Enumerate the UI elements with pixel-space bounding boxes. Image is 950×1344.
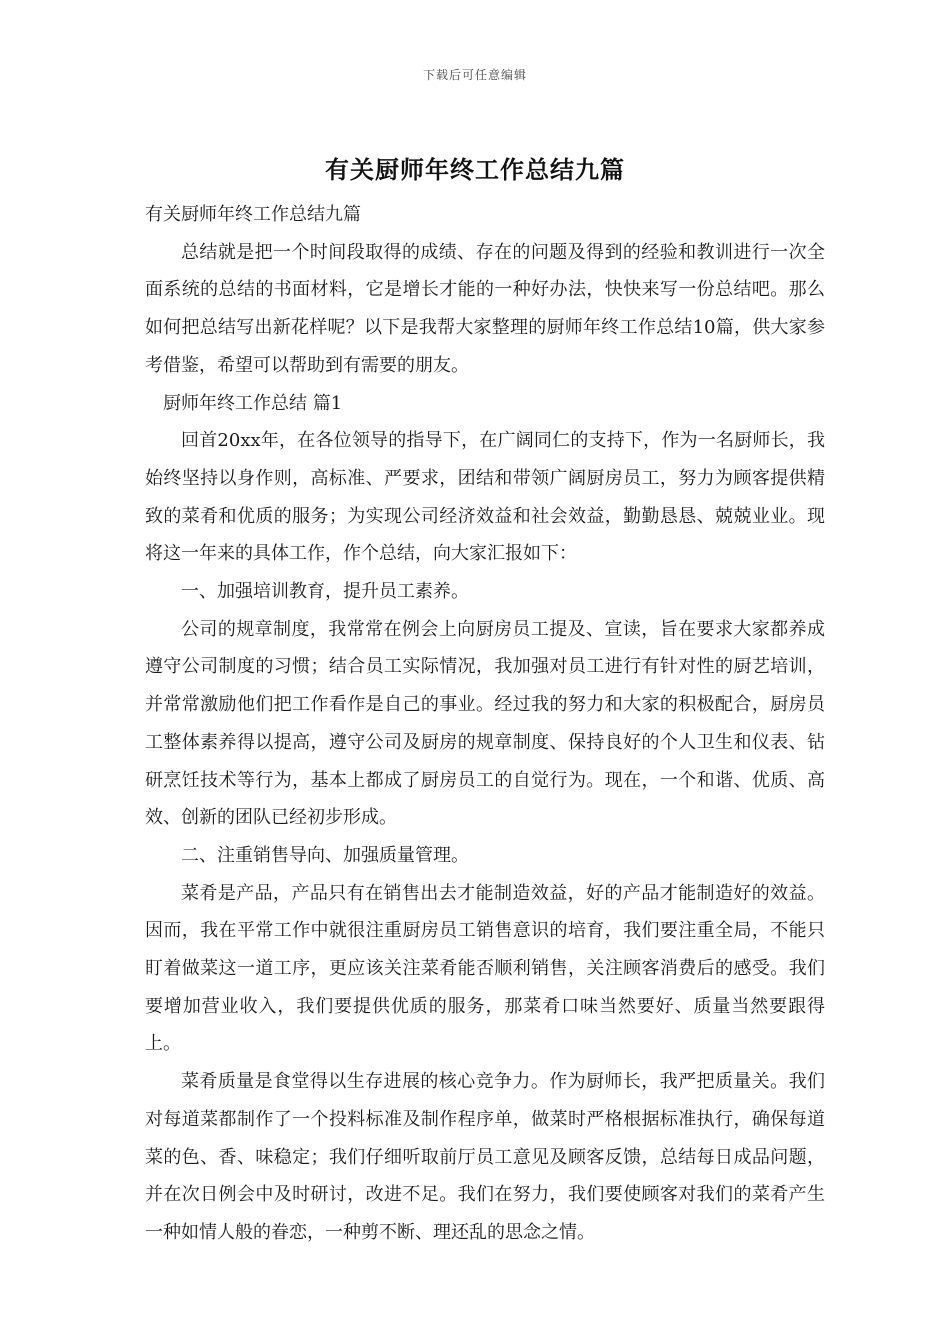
section-heading: 一、加强培训教育，提升员工素养。 — [181, 581, 469, 603]
header-note: 下载后可任意编辑 — [422, 68, 527, 82]
section-heading: 厨师年终工作总结 篇1 — [163, 392, 343, 414]
document-title: 有关厨师年终工作总结九篇 — [325, 155, 625, 184]
paragraph: 有关厨师年终工作总结九篇 — [145, 204, 361, 225]
document-body — [145, 196, 825, 1252]
paragraph: 公司的规章制度，我常常在例会上向厨房员工提及、宣读，旨在要求大家都养成遵守公司制度的习惯；结合员工实际情况，我加强对员工进行有针对性的厨艺培训，并常常激励他们把工作看作是自己的事业。经过我的努力和大家的积极配合，厨房员工整体素养得以提高，遵守公司及厨房的规章制度、保持良好的个人卫生和仪表、钻研烹饪技术等行为，基本上都成了厨房员工的自觉行为。现在，一个和谐、优质、高效、创新的团队已经初步形成。 — [145, 618, 825, 829]
paragraph: 菜肴质量是食堂得以生存进展的核心竞争力。作为厨师长，我严把质量关。我们对每道菜都制作了一个投料标准及制作程序单，做菜时严格根据标准执行，确保每道菜的色、香、味稳定；我们仔细听取前厅员工意见及顾客反馈，总结每日成品问题，并在次日例会中及时研讨，改进不足。我们在努力，我们要使顾客对我们的菜肴产生一种如情人般的眷恋，一种剪不断、理还乱的思念之情。 — [145, 1071, 825, 1243]
section-heading: 二、注重销售导向、加强质量管理。 — [181, 844, 469, 866]
paragraph: 回首20xx年，在各位领导的指导下，在广阔同仁的支持下，作为一名厨师长，我始终坚持以身作则，高标准、严要求，团结和带领广阔厨房员工，努力为顾客提供精致的菜肴和优质的服务；为实现公司经济效益和社会效益，勤勤恳恳、兢兢业业。现将这一年来的具体工作，作个总结，向大家汇报如下： — [145, 430, 825, 565]
paragraph: 总结就是把一个时间段取得的成绩、存在的问题及得到的经验和教训进行一次全面系统的总结的书面材料，它是增长才能的一种好办法，快快来写一份总结吧。那么如何把总结写出新花样呢？以下是我帮大家整理的厨师年终工作总结10篇，供大家参考借鉴，希望可以帮助到有需要的朋友。 — [145, 241, 825, 376]
paragraph: 菜肴是产品，产品只有在销售出去才能制造效益，好的产品才能制造好的效益。因而，我在平常工作中就很注重厨房员工销售意识的培育，我们要注重全局，不能只盯着做菜这一道工序，更应该关注菜肴能否顺利销售，关注顾客消费后的感受。我们要增加营业收入，我们要提供优质的服务，那菜肴口味当然要好、质量当然要跟得上。 — [145, 882, 825, 1055]
